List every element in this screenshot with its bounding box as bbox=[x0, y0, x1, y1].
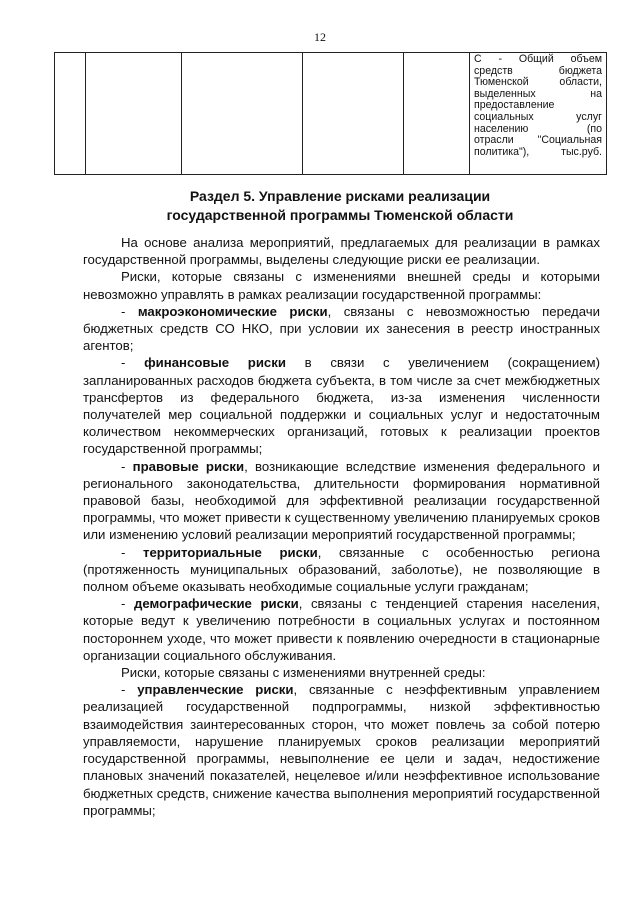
paragraph-legal-risks bbox=[83, 458, 600, 544]
table-cell bbox=[404, 53, 470, 175]
list-dash: - bbox=[121, 458, 133, 474]
risk-term: демографические риски bbox=[134, 596, 299, 612]
table-cell bbox=[55, 53, 86, 175]
paragraph-management-risks bbox=[83, 681, 600, 819]
risk-description: , связаны с невозможностью передачи бюджетных средств СО НКО, при условии их занесения в реестр иностранных агентов; bbox=[83, 303, 600, 354]
risk-description: , связаны с тенденцией старения населения, которые ведут к увеличению потребности в социальных услугах и постоянном постороннем уходе, что может привести к появлению очередности в стационарные организации социального обслуживания. bbox=[83, 596, 601, 663]
list-dash: - bbox=[121, 682, 138, 698]
risk-term: управленческие риски bbox=[137, 682, 294, 698]
list-dash: - bbox=[121, 596, 134, 612]
paragraph-internal-risks: Риски, которые связаны с изменениями внутренней среды: bbox=[121, 665, 486, 681]
risk-term: правовые риски bbox=[132, 458, 245, 474]
list-dash: - bbox=[121, 544, 143, 560]
table-row bbox=[55, 53, 607, 175]
table-cell bbox=[86, 53, 182, 175]
paragraph-demographic-risks bbox=[83, 595, 600, 664]
list-dash: - bbox=[121, 355, 145, 371]
continuation-table bbox=[54, 52, 607, 175]
page-number: 12 bbox=[314, 30, 326, 44]
risk-term: макроэкономические риски bbox=[137, 303, 328, 319]
formula-note-text: С - Общий объем средств бюджета Тюменской области, выделенных на предоставление социальных услуг населению (по отрасли "Социальная политика"), тыс.руб. bbox=[474, 53, 602, 158]
risk-description: , связанные с неэффективным управлением реализацией государственной подпрограммы, низкой эффективностью взаимодействия заинтересованных сторон, что может повлечь за собой потерю управляемости, нарушение планируемых сроков реализации мероприятий государственной программы, невыполнение ее цели и задач, недостижение плановых значений показателей, нецелевое и/или неэффективное использование бюджетных средств, снижение качества выполнения мероприятий государственной программы; bbox=[83, 682, 600, 818]
paragraph-external-risks: Риски, которые связаны с изменениями внешней среды и которыми невозможно управлять в рамках реализации государственной программы: bbox=[83, 269, 600, 302]
table-cell bbox=[303, 53, 404, 175]
table-cell bbox=[182, 53, 303, 175]
list-dash: - bbox=[121, 303, 138, 319]
paragraph-financial-risks bbox=[83, 354, 600, 457]
table-cell-formula-note bbox=[470, 53, 607, 175]
risk-description: в связи с увеличением (сокращением) запланированных расходов бюджета субъекта, в том числе за счет межбюджетных трансфертов из федерального бюджета, из-за изменения численности получателей мер социальной поддержки и социальных услуг и недостаточным количеством некоммерческих организаций, готовых к реализации проектов государственной программы; bbox=[83, 355, 600, 457]
risk-description: , возникающие вследствие изменения федерального и регионального законодательства, длительности формирования нормативной правовой базы, необходимой для эффективной реализации государственной программы, что может привести к существенному увеличению планируемых сроков или изменению условий реализации мероприятий государственной программы; bbox=[83, 458, 601, 543]
risk-description: , связанные с особенностью региона (протяженность муниципальных образований, заболотье), не позволяющие в полном объеме оказывать необходимые социальные услуги гражданам; bbox=[83, 544, 600, 595]
body-text bbox=[83, 234, 600, 819]
risk-term: финансовые риски bbox=[144, 355, 286, 371]
risk-term: территориальные риски bbox=[143, 544, 318, 560]
paragraph-intro: На основе анализа мероприятий, предлагаемых для реализации в рамках государственной программы, выделены следующие риски ее реализации. bbox=[83, 235, 600, 268]
section-title: Раздел 5. Управление рисками реализации государственной программы Тюменской области bbox=[166, 188, 514, 223]
paragraph-territorial-risks bbox=[83, 544, 600, 596]
paragraph-macro-risks bbox=[83, 303, 600, 355]
